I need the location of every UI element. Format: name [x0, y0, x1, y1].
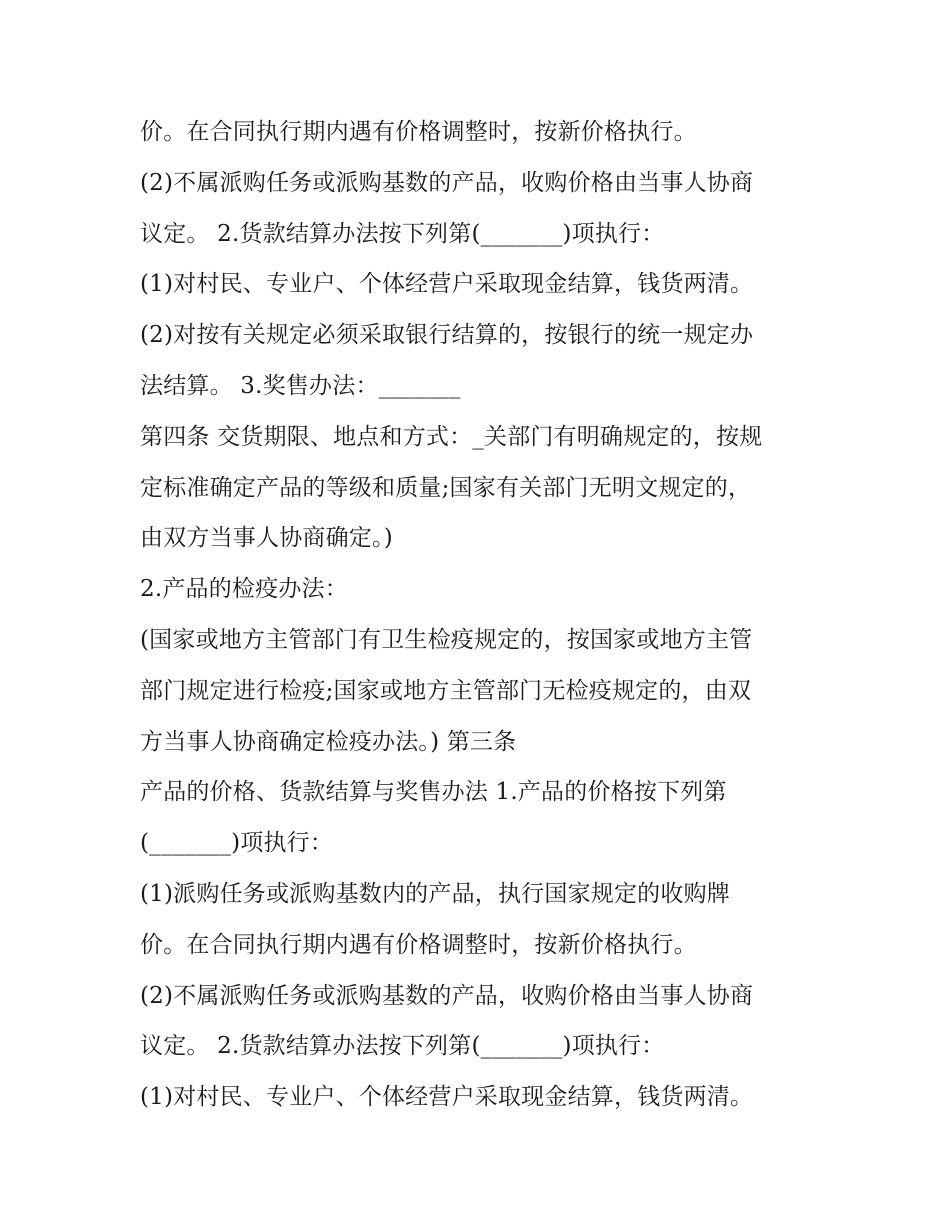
- text-line: 部门规定进行检疫;国家或地方主管部门无检疫规定的，由双: [140, 677, 752, 704]
- text-line: 定标准确定产品的等级和质量;国家有关部门无明文规定的，: [140, 474, 752, 501]
- text-line: (国家或地方主管部门有卫生检疫规定的，按国家或地方主管: [140, 626, 753, 653]
- text-line: (2)对按有关规定必须采取银行结算的，按银行的统一规定办: [140, 322, 754, 349]
- text-line: 方当事人协商确定检疫办法。) 第三条: [140, 728, 517, 755]
- text-line: 产品的价格、货款结算与奖售办法 1.产品的价格按下列第: [140, 779, 727, 806]
- text-line: 价。在合同执行期内遇有价格调整时，按新价格执行。: [140, 119, 697, 145]
- text-line: 议定。 2.货款结算办法按下列第(_______)项执行：: [140, 220, 665, 247]
- text-line: (1)派购任务或派购基数内的产品，执行国家规定的收购牌: [140, 880, 730, 907]
- text-line: 由双方当事人协商确定。): [140, 525, 393, 552]
- text-line: (2)不属派购任务或派购基数的产品，收购价格由当事人协商: [140, 169, 754, 196]
- text-line: 2.产品的检疫办法：: [140, 576, 348, 603]
- document-body: [140, 107, 830, 1123]
- text-line: 价。在合同执行期内遇有价格调整时，按新价格执行。: [140, 931, 697, 958]
- text-line: (1)对村民、专业户、个体经营户采取现金结算，钱货两清。: [140, 1084, 754, 1111]
- text-line: 第四条 交货期限、地点和方式：_关部门有明确规定的，按规: [140, 423, 763, 450]
- text-line: (1)对村民、专业户、个体经营户采取现金结算，钱货两清。: [140, 271, 754, 298]
- text-line: 议定。 2.货款结算办法按下列第(_______)项执行：: [140, 1033, 665, 1060]
- text-line: 法结算。 3.奖售办法：_______: [140, 372, 461, 399]
- text-line: (2)不属派购任务或派购基数的产品，收购价格由当事人协商: [140, 982, 754, 1009]
- text-line: (_______)项执行：: [140, 830, 334, 857]
